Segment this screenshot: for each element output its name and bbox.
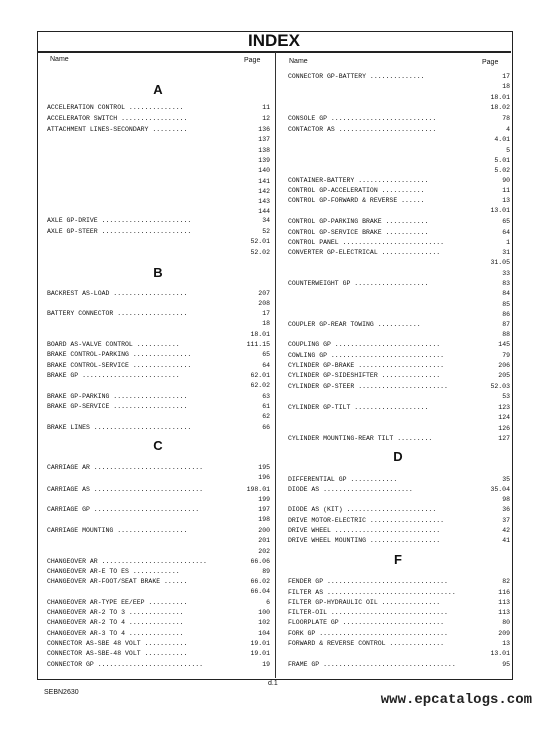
index-entry-name: AXLE GP-DRIVE ....................... xyxy=(47,217,192,224)
index-entry-page: 35.04 xyxy=(490,486,510,493)
index-entry-name: CONSOLE GP ........................... xyxy=(288,115,437,122)
index-entry-page: 13.01 xyxy=(490,650,510,658)
index-entry-name: FILTER AS ................................. xyxy=(288,589,456,596)
index-entry-name: CHANGEOVER AR ........................... xyxy=(47,558,207,565)
index-entry-name: BRAKE CONTROL-PARKING ............... xyxy=(47,351,192,358)
index-entry-name: CARRIAGE AR ............................ xyxy=(47,464,204,471)
index-entry-page: 207 xyxy=(258,290,270,297)
index-entry-page: 66.06 xyxy=(250,558,270,565)
index-entry-page: 5.02 xyxy=(494,167,510,175)
index-entry-page: 82 xyxy=(502,578,510,585)
index-entry-page: 195 xyxy=(258,464,270,471)
index-entry-page: 141 xyxy=(258,177,270,185)
index-entry-page: 88 xyxy=(502,331,510,339)
index-entry-page: 64 xyxy=(262,362,270,369)
index-entry-page: 52.01 xyxy=(250,238,270,246)
index-entry-name: FENDER GP ............................... xyxy=(288,578,448,585)
index-entry-name: ATTACHMENT LINES-SECONDARY ......... xyxy=(47,126,188,133)
index-entry-page: 208 xyxy=(258,300,270,308)
index-entry-page: 84 xyxy=(502,290,510,298)
index-entry-page: 196 xyxy=(258,474,270,482)
index-entry-name: CONTROL GP-ACCELERATION ........... xyxy=(288,187,425,194)
index-entry-page: 102 xyxy=(258,619,270,626)
page-title: INDEX xyxy=(37,31,511,53)
index-entry-name: COUNTERWEIGHT GP ................... xyxy=(288,280,429,287)
index-entry-page: 19 xyxy=(262,661,270,668)
index-entry-page: 198 xyxy=(258,516,270,524)
column-divider xyxy=(275,52,276,678)
index-entry-page: 18.01 xyxy=(490,93,510,101)
index-entry-page: 5 xyxy=(506,146,510,154)
index-entry-name: COWLING GP ............................. xyxy=(288,352,445,359)
index-entry-page: 90 xyxy=(502,177,510,184)
index-entry-page: 62 xyxy=(262,413,270,421)
index-entry-name: CHANGEOVER AR-TYPE EE/EEP .......... xyxy=(47,599,188,606)
index-entry-page: 83 xyxy=(502,280,510,287)
index-entry-name: CONNECTOR GP ........................... xyxy=(47,661,204,668)
index-entry-page: 62.01 xyxy=(250,372,270,379)
index-entry-page: 116 xyxy=(498,589,510,596)
index-entry-name: CYLINDER GP-STEER ....................... xyxy=(288,383,448,390)
index-entry-page: 18 xyxy=(502,83,510,91)
index-entry-page: 199 xyxy=(258,496,270,504)
index-entry-page: 52.02 xyxy=(250,248,270,256)
index-entry-page: 4.01 xyxy=(494,136,510,144)
index-entry-page: 65 xyxy=(502,218,510,225)
index-entry-page: 209 xyxy=(498,630,510,637)
index-entry-name: CYLINDER GP-SIDESHIFTER ............... xyxy=(288,372,441,379)
index-entry-name: DRIVE WHEEL ........................... xyxy=(288,527,441,534)
index-entry-name: FLOORPLATE GP .......................... xyxy=(288,619,445,626)
name-header-right: Name xyxy=(289,58,308,65)
index-entry-page: 13 xyxy=(502,640,510,647)
index-entry-page: 41 xyxy=(502,537,510,544)
index-entry-page: 31 xyxy=(502,249,510,256)
index-entry-page: 201 xyxy=(258,537,270,545)
section-letter-a: A xyxy=(153,82,163,97)
index-entry-page: 113 xyxy=(498,609,510,616)
index-entry-page: 36 xyxy=(502,506,510,513)
index-entry-page: 13.01 xyxy=(490,207,510,215)
index-entry-page: 139 xyxy=(258,156,270,164)
index-entry-page: 138 xyxy=(258,146,270,154)
index-entry-name: CHANGEOVER AR-2 TO 4 .............. xyxy=(47,619,184,626)
index-entry-page: 198.01 xyxy=(246,486,270,493)
index-entry-page: 113 xyxy=(498,599,510,606)
index-entry-name: CONTAINER-BATTERY .................. xyxy=(288,177,429,184)
watermark-text: www.epcatalogs.com xyxy=(380,692,532,708)
index-entry-page: 65 xyxy=(262,351,270,358)
index-entry-page: 63 xyxy=(262,393,270,400)
index-entry-name: DIFFERENTIAL GP ............ xyxy=(288,476,398,483)
index-entry-page: 66 xyxy=(262,424,270,431)
index-entry-page: 123 xyxy=(498,404,510,411)
index-entry-page: 17 xyxy=(262,310,270,317)
index-entry-page: 111.15 xyxy=(246,341,270,348)
index-entry-name: DIODE AS ....................... xyxy=(288,486,413,493)
index-entry-page: 197 xyxy=(258,506,270,513)
index-entry-page: 62.02 xyxy=(250,382,270,390)
index-entry-page: 33 xyxy=(502,269,510,277)
index-entry-page: 42 xyxy=(502,527,510,534)
index-entry-name: CONTROL GP-PARKING BRAKE ........... xyxy=(288,218,429,225)
index-entry-name: CONVERTER GP-ELECTRICAL ............... xyxy=(288,249,441,256)
section-letter-d: D xyxy=(393,449,403,464)
index-entry-name: BRAKE LINES ......................... xyxy=(47,424,192,431)
index-entry-name: CHANGEOVER AR-2 TO 3 .............. xyxy=(47,609,184,616)
index-entry-page: 80 xyxy=(502,619,510,626)
index-entry-page: 142 xyxy=(258,187,270,195)
index-entry-page: 12 xyxy=(262,115,270,122)
page-header-left: Page xyxy=(244,57,261,64)
section-letter-b: B xyxy=(153,265,163,280)
name-header-left: Name xyxy=(50,56,69,63)
page-header-right: Page xyxy=(482,59,499,66)
index-entry-page: 127 xyxy=(498,435,510,442)
index-entry-page: 126 xyxy=(498,424,510,432)
index-entry-name: DIODE AS (KIT) ....................... xyxy=(288,506,437,513)
section-letter-f: F xyxy=(394,552,402,567)
index-entry-name: CARRIAGE GP ........................... xyxy=(47,506,200,513)
index-entry-page: 34 xyxy=(262,217,270,224)
index-entry-page: 64 xyxy=(502,229,510,236)
index-entry-page: 140 xyxy=(258,167,270,175)
index-entry-name: BOARD AS-VALVE CONTROL ........... xyxy=(47,341,180,348)
index-entry-page: 13 xyxy=(502,197,510,204)
index-entry-page: 19.01 xyxy=(250,640,270,647)
index-entry-page: 18.01 xyxy=(250,330,270,338)
index-entry-name: BRAKE GP-PARKING ................... xyxy=(47,393,188,400)
index-entry-page: 79 xyxy=(502,352,510,359)
index-entry-name: COUPLER GP-REAR TOWING ........... xyxy=(288,321,421,328)
index-entry-name: CONNECTOR GP-BATTERY .............. xyxy=(288,73,425,80)
index-entry-name: CONTROL PANEL .......................... xyxy=(288,239,445,246)
index-entry-name: CONTROL GP-FORWARD & REVERSE ...... xyxy=(288,197,425,204)
index-entry-page: 205 xyxy=(498,372,510,379)
index-entry-name: BRAKE GP-SERVICE ................... xyxy=(47,403,188,410)
index-entry-page: 18 xyxy=(262,320,270,328)
index-entry-page: 143 xyxy=(258,198,270,206)
index-entry-page: 137 xyxy=(258,136,270,144)
index-entry-page: 98 xyxy=(502,496,510,504)
index-entry-page: 52 xyxy=(262,228,270,235)
index-entry-page: 1 xyxy=(506,239,510,246)
index-entry-page: 87 xyxy=(502,321,510,328)
index-entry-page: 86 xyxy=(502,310,510,318)
index-entry-name: ACCELERATOR SWITCH ................. xyxy=(47,115,188,122)
index-entry-name: FORK GP ................................. xyxy=(288,630,448,637)
index-entry-name: ACCELERATION CONTROL .............. xyxy=(47,104,184,111)
index-entry-page: 124 xyxy=(498,414,510,422)
index-entry-page: 6 xyxy=(266,599,270,606)
index-entry-page: 31.05 xyxy=(490,259,510,267)
index-entry-page: 66.04 xyxy=(250,588,270,596)
index-entry-page: 37 xyxy=(502,517,510,524)
index-entry-page: 52.03 xyxy=(490,383,510,390)
index-entry-page: 61 xyxy=(262,403,270,410)
index-entry-page: 17 xyxy=(502,73,510,80)
index-entry-page: 53 xyxy=(502,393,510,401)
index-entry-name: CHANGEOVER AR-FOOT/SEAT BRAKE ...... xyxy=(47,578,188,585)
index-entry-page: 95 xyxy=(502,661,510,668)
index-entry-name: CHANGEOVER AR-E TO ES ............ xyxy=(47,568,180,575)
index-entry-page: 104 xyxy=(258,630,270,637)
index-entry-page: 18.02 xyxy=(490,103,510,111)
index-entry-name: CONTACTOR AS ......................... xyxy=(288,126,437,133)
index-entry-name: CHANGEOVER AR-3 TO 4 .............. xyxy=(47,630,184,637)
index-entry-name: FORWARD & REVERSE CONTROL .............. xyxy=(288,640,445,647)
index-entry-page: 136 xyxy=(258,126,270,133)
index-entry-page: 78 xyxy=(502,115,510,122)
index-entry-name: CARRIAGE MOUNTING .................. xyxy=(47,527,188,534)
index-entry-page: 66.02 xyxy=(250,578,270,585)
index-entry-name: FILTER-OIL .............................. xyxy=(288,609,448,616)
index-entry-name: CYLINDER MOUNTING-REAR TILT ......... xyxy=(288,435,433,442)
index-entry-name: DRIVE WHEEL MOUNTING .................. xyxy=(288,537,441,544)
index-entry-page: 11 xyxy=(502,187,510,194)
page-number: d.1 xyxy=(268,680,278,687)
index-entry-page: 200 xyxy=(258,527,270,534)
index-entry-page: 4 xyxy=(506,126,510,133)
index-entry-name: BRAKE CONTROL-SERVICE ............... xyxy=(47,362,192,369)
doc-number: SEBN2630 xyxy=(44,689,79,696)
index-entry-page: 145 xyxy=(498,341,510,348)
index-entry-page: 35 xyxy=(502,476,510,483)
index-entry-name: CONNECTOR AS-SBE-48 VOLT ........... xyxy=(47,650,188,657)
index-entry-name: CONTROL GP-SERVICE BRAKE ........... xyxy=(288,229,429,236)
index-entry-page: 5.01 xyxy=(494,156,510,164)
index-entry-name: DRIVE MOTOR-ELECTRIC ................... xyxy=(288,517,445,524)
index-entry-name: BRAKE GP ......................... xyxy=(47,372,180,379)
index-entry-page: 85 xyxy=(502,300,510,308)
index-entry-name: FRAME GP .................................. xyxy=(288,661,456,668)
index-entry-name: CYLINDER GP-TILT ................... xyxy=(288,404,429,411)
index-entry-name: CYLINDER GP-BRAKE ...................... xyxy=(288,362,445,369)
index-entry-page: 206 xyxy=(498,362,510,369)
section-letter-c: C xyxy=(153,438,163,453)
index-entry-name: AXLE GP-STEER ....................... xyxy=(47,228,192,235)
index-entry-name: FILTER GP-HYDRAULIC OIL ............... xyxy=(288,599,441,606)
index-entry-name: BACKREST AS-LOAD ................... xyxy=(47,290,188,297)
index-entry-page: 19.01 xyxy=(250,650,270,657)
index-entry-page: 11 xyxy=(262,104,270,111)
index-entry-name: COUPLING GP ........................... xyxy=(288,341,441,348)
index-entry-page: 89 xyxy=(262,568,270,575)
index-entry-name: BATTERY CONNECTOR .................. xyxy=(47,310,188,317)
index-entry-name: CARRIAGE AS ............................ xyxy=(47,486,204,493)
index-entry-page: 202 xyxy=(258,547,270,555)
index-entry-page: 100 xyxy=(258,609,270,616)
index-entry-name: CONNECTOR AS-SBE 48 VOLT ........... xyxy=(47,640,188,647)
index-entry-page: 144 xyxy=(258,208,270,216)
